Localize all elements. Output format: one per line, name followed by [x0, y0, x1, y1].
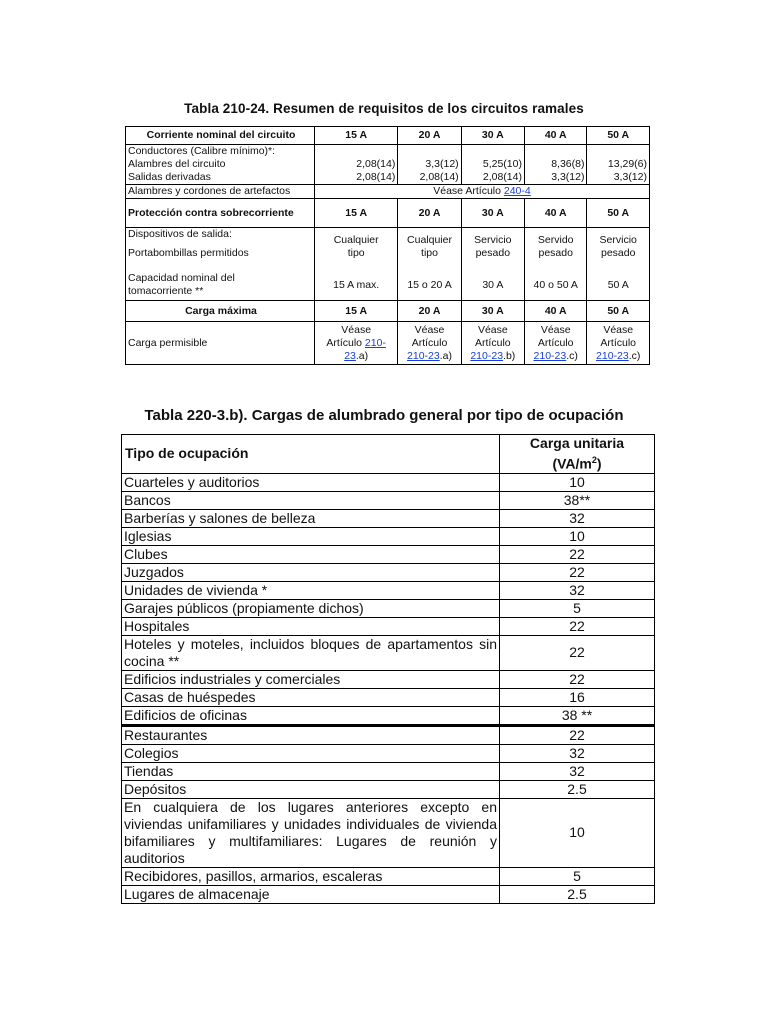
carga-header-sup: 2: [591, 455, 597, 465]
ocupacion-cell: Edificios de oficinas: [122, 706, 500, 725]
vease-text: Véase: [341, 323, 372, 336]
salidas-value: 3,3(12): [613, 171, 647, 183]
carga-maxima-cell: 20 A: [398, 301, 461, 322]
carga-cell: 32: [500, 509, 655, 527]
table-row: [122, 670, 655, 688]
ocupacion-cell: Unidades de vivienda *: [122, 581, 500, 599]
alambres-label: Alambres del circuito: [128, 158, 226, 170]
salidas-value: 2,08(14): [482, 171, 522, 183]
portabombillas-value: Servicio: [474, 234, 512, 246]
articulo-text: Artículo: [600, 336, 637, 349]
ocupacion-cell: Recibidores, pasillos, armarios, escaleras: [122, 867, 500, 885]
alambres-value: 13,29(6): [607, 158, 647, 170]
table-row: [122, 545, 655, 563]
capacidad-cell: 50 A: [587, 270, 650, 301]
article-suffix: .c): [628, 349, 641, 362]
carga-cell: 2.5: [500, 780, 655, 798]
branch-circuit-table: [125, 126, 650, 365]
article-suffix: .b): [503, 349, 516, 362]
vease-text: Véase: [414, 323, 445, 336]
portabombillas-value: pesado: [475, 247, 511, 259]
carga-maxima-cell: 40 A: [524, 301, 586, 322]
alambres-value: 8,36(8): [551, 158, 585, 170]
portabombillas-cell: [587, 228, 650, 271]
carga-cell: 22: [500, 635, 655, 670]
carga-maxima-row: [126, 301, 650, 322]
portabombillas-value: Cualquier: [407, 234, 452, 246]
portabombillas-value: Servicio: [599, 234, 637, 246]
ocupacion-cell: Tiendas: [122, 762, 500, 780]
article-link[interactable]: 210-23: [470, 349, 504, 362]
header-cell: 50 A: [587, 127, 650, 145]
carga-cell: 2.5: [500, 885, 655, 903]
carga-cell: 32: [500, 581, 655, 599]
table-row: [122, 688, 655, 706]
salidas-value: 2,08(14): [419, 171, 459, 183]
alambres-value: 5,25(10): [482, 158, 522, 170]
portabombillas-cell: [315, 228, 398, 271]
rows-group-b: [122, 725, 655, 903]
table-row: [122, 798, 655, 867]
carga-permisible-label: Carga permisible: [126, 322, 315, 365]
ocupacion-cell: Cuarteles y auditorios: [122, 473, 500, 491]
table-row: [122, 527, 655, 545]
cordones-cell: [315, 185, 650, 199]
conductor-cell: [315, 145, 398, 185]
portabombillas-cell: [461, 228, 524, 271]
carga-permisible-cell: [587, 322, 650, 365]
table-row: [122, 762, 655, 780]
carga-cell: 22: [500, 725, 655, 744]
carga-cell: 22: [500, 563, 655, 581]
ocupacion-cell: Clubes: [122, 545, 500, 563]
ocupacion-cell: Colegios: [122, 744, 500, 762]
article-suffix: .a): [355, 349, 369, 362]
table1-title: Tabla 210-24. Resumen de requisitos de los circuitos ramales: [184, 101, 584, 116]
proteccion-label: Protección contra sobrecorriente: [126, 199, 315, 228]
conductores-label-cell: [126, 145, 315, 185]
carga-cell: 10: [500, 798, 655, 867]
carga-maxima-label: Carga máxima: [126, 301, 315, 322]
table-row: [122, 581, 655, 599]
capacidad-label-line2: tomacorriente **: [128, 285, 204, 297]
table-row: [122, 599, 655, 617]
header-cell: 30 A: [461, 127, 524, 145]
table-row: [122, 491, 655, 509]
ocupacion-cell: Iglesias: [122, 527, 500, 545]
capacidad-cell: 30 A: [461, 270, 524, 301]
cordones-label: Alambres y cordones de artefactos: [126, 185, 315, 199]
article-link[interactable]: 23: [344, 349, 356, 362]
vease-text: Véase: [477, 323, 508, 336]
carga-cell: 32: [500, 744, 655, 762]
conductor-cell: [587, 145, 650, 185]
table1-header-row: [126, 127, 650, 145]
alambres-value: 3,3(12): [425, 158, 459, 170]
table-row: [122, 706, 655, 725]
salidas-value: 2,08(14): [356, 171, 396, 183]
ocupacion-cell: Bancos: [122, 491, 500, 509]
proteccion-cell: 40 A: [524, 199, 586, 228]
portabombillas-cell: [524, 228, 586, 271]
portabombillas-value: Servido: [537, 234, 574, 246]
portabombillas-value: Cualquier: [333, 234, 379, 246]
table2-header-row: [122, 435, 655, 474]
carga-permisible-row: [126, 322, 650, 365]
carga-permisible-cell: [315, 322, 398, 365]
capacidad-cell: 15 o 20 A: [398, 270, 461, 301]
carga-maxima-cell: 15 A: [315, 301, 398, 322]
ocupacion-cell: Hospitales: [122, 617, 500, 635]
ocupacion-cell: En cualquiera de los lugares anteriores excepto en viviendas unifamiliares y unidades individuales de vivienda bifamiliares y multifamiliares: Lugares de reunión y auditorios: [122, 798, 500, 867]
table-row: [122, 867, 655, 885]
portabombillas-cell: [398, 228, 461, 271]
carga-cell: 22: [500, 617, 655, 635]
dispositivos-cell: [126, 228, 315, 271]
table-row: [122, 509, 655, 527]
proteccion-cell: 50 A: [587, 199, 650, 228]
carga-header-line1: Carga unitaria: [529, 435, 625, 451]
vease-text: Véase: [540, 323, 571, 336]
capacidad-label-cell: [126, 270, 315, 301]
carga-permisible-cell: [524, 322, 586, 365]
articulo-text: Artículo: [326, 336, 365, 349]
portabombillas-value: pesado: [538, 247, 573, 259]
proteccion-cell: 15 A: [315, 199, 398, 228]
carga-cell: 38**: [500, 491, 655, 509]
portabombillas-value: tipo: [421, 247, 438, 259]
header-cell: 20 A: [398, 127, 461, 145]
capacidad-cell: 40 o 50 A: [524, 270, 586, 301]
portabombillas-value: tipo: [347, 247, 365, 259]
ocupacion-cell: Casas de huéspedes: [122, 688, 500, 706]
article-240-4-link[interactable]: 240-4: [503, 185, 531, 197]
table-row: [122, 885, 655, 903]
capacidad-cell: 15 A max.: [315, 270, 398, 301]
table2-title: Tabla 220-3.b). Cargas de alumbrado general por tipo de ocupación: [144, 407, 624, 424]
ocupacion-cell: Barberías y salones de belleza: [122, 509, 500, 527]
articulo-text: Artículo: [537, 336, 574, 349]
rows-group-a: [122, 473, 655, 725]
carga-cell: 32: [500, 762, 655, 780]
header-cell: Corriente nominal del circuito: [126, 127, 315, 145]
carga-permisible-cell: [461, 322, 524, 365]
carga-cell: 10: [500, 473, 655, 491]
cordones-text: Véase Artículo: [433, 185, 504, 197]
table-row: [122, 617, 655, 635]
carga-permisible-cell: [398, 322, 461, 365]
carga-cell: 5: [500, 599, 655, 617]
article-link[interactable]: 210-: [364, 336, 386, 349]
ocupacion-cell: Juzgados: [122, 563, 500, 581]
portabombillas-value: pesado: [601, 247, 636, 259]
proteccion-cell: 30 A: [461, 199, 524, 228]
carga-cell: 22: [500, 545, 655, 563]
carga-maxima-cell: 30 A: [461, 301, 524, 322]
alambres-value: 2,08(14): [356, 158, 396, 170]
ocupacion-cell: Hoteles y moteles, incluidos bloques de apartamentos sin cocina **: [122, 635, 500, 670]
ocupacion-cell: Edificios industriales y comerciales: [122, 670, 500, 688]
table-row: [122, 473, 655, 491]
table-row: [122, 744, 655, 762]
carga-cell: 22: [500, 670, 655, 688]
proteccion-cell: 20 A: [398, 199, 461, 228]
salidas-value: 3,3(12): [551, 171, 585, 183]
header-cell: 40 A: [524, 127, 586, 145]
article-link[interactable]: 210-23: [596, 349, 629, 362]
dispositivos-label: Dispositivos de salida:: [128, 228, 232, 240]
portabombillas-row: [126, 228, 650, 271]
conductor-cell: [461, 145, 524, 185]
vease-text: Véase: [603, 323, 634, 336]
table-row: [122, 635, 655, 670]
capacidad-row: [126, 270, 650, 301]
article-link[interactable]: 210-23: [407, 349, 440, 362]
article-link[interactable]: 210-23: [533, 349, 567, 362]
carga-cell: 10: [500, 527, 655, 545]
conductores-label: Conductores (Calibre mínimo)*:: [128, 145, 276, 157]
conductores-row: [126, 145, 650, 185]
proteccion-row: [126, 199, 650, 228]
table-row: [122, 780, 655, 798]
carga-cell: 16: [500, 688, 655, 706]
conductor-cell: [524, 145, 586, 185]
carga-maxima-cell: 50 A: [587, 301, 650, 322]
article-suffix: .a): [439, 349, 452, 362]
cordones-row: [126, 185, 650, 199]
carga-header: [500, 435, 655, 474]
table-row: [122, 725, 655, 744]
article-suffix: .c): [566, 349, 578, 362]
ocupacion-cell: Garajes públicos (propiamente dichos): [122, 599, 500, 617]
carga-cell: 38 **: [500, 706, 655, 725]
ocupacion-cell: Lugares de almacenaje: [122, 885, 500, 903]
table-row: [122, 563, 655, 581]
salidas-label: Salidas derivadas: [128, 171, 211, 183]
capacidad-label-line1: Capacidad nominal del: [128, 272, 235, 284]
tipo-header: Tipo de ocupación: [122, 435, 500, 474]
articulo-text: Artículo: [475, 336, 511, 349]
conductor-cell: [398, 145, 461, 185]
lighting-load-table: [121, 434, 655, 904]
articulo-text: Artículo: [411, 336, 448, 349]
ocupacion-cell: Restaurantes: [122, 725, 500, 744]
ocupacion-cell: Depósitos: [122, 780, 500, 798]
carga-header-end: ): [596, 455, 602, 472]
carga-cell: 5: [500, 867, 655, 885]
portabombillas-label: Portabombillas permitidos: [128, 247, 249, 259]
header-cell: 15 A: [315, 127, 398, 145]
carga-header-unit: (VA/m: [552, 455, 592, 472]
